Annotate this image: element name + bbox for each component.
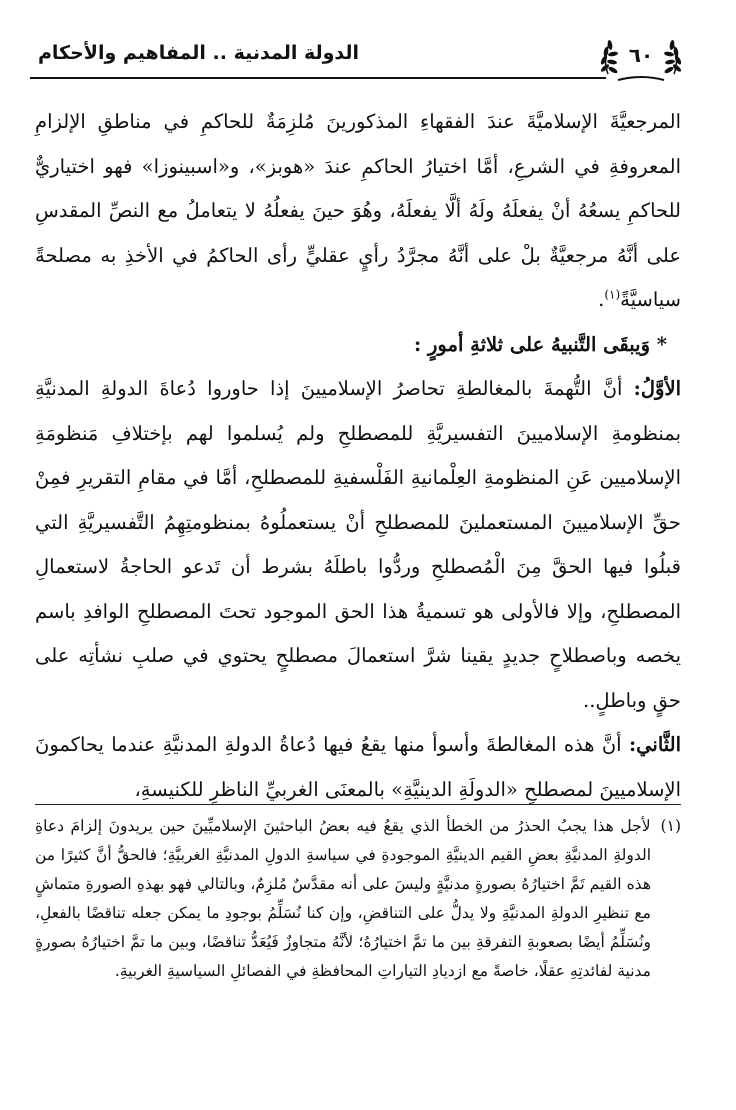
- point-second-lead: الثَّاني:: [628, 733, 682, 756]
- footnote-marker: (١): [660, 817, 681, 835]
- footnote-text: لأجل هذا يجبُ الحذرُ من الخطأ الذي يقعُ فيه بعضُ الباحثينَ الإسلاميِّينَ حين يريدونَ إلزامَ دعاةِ الدولةِ المدنيَّةِ بعضِ القيم الدينيَّةِ الموجودةِ في سياسةِ الدولِ المدنيَّةِ الغربيَّةِ؛ فالحقُّ أنَّ كثيرًا من هذه القيم تَمَّ اختيارُهُ بصورةٍ مدنيَّةٍ وليسَ على أنه مقدَّسٌ مُلزِمٌ، وبالتالي فهو بهذهِ الصورةِ متماشٍ مع تنظيرِ الدولةِ المدنيَّةِ ولا يدلُّ على التناقضِ، وإن كنا نُسَلِّمُ بوجودِ ما يمكن جعله تناقضًا بالفعلِ، ونُسَلِّمُ أيضًا بصعوبةِ التفرقةِ بين ما تمَّ اختيارُهُ؛ لأنَّهُ متجاوزٌ فَيُعَدُّ تناقضًا، وبين ما تمَّ اختيارُهُ بصورةٍ مدنية لفائدتِهِ عقلًا، خاصةً مع ازديادِ التياراتِ المحافظةِ في الفصائلِ السياسيةِ الغربيةِ.: [35, 817, 651, 980]
- point-first-text: أنَّ التُّهمةَ بالمغالطةِ تحاصرُ الإسلاميينَ إذا حاوروا دُعاةَ الدولةِ المدنيَّةِ بمنظومةِ الإسلاميينَ التفسيريَّةِ للمصطلحِ ولم يُسلموا لهم بإختلافِ مَنظومَةِ الإسلاميين عَنِ المنظومةِ العِلْمانيةِ الفَلْسفيةِ للمصطلحِ، أمَّا في مقامِ التقريرِ فمِنْ حقِّ الإسلاميينَ المستعملينَ للمصطلحِ أنْ يستعملُوهُ بمنظومتِهِمُ التَّفسيريَّةِ التي قبلُوا فيها الحقَّ مِنَ الْمُصطلحِ وردُّوا باطلَهُ بشرط أن تَدعو الحاجةُ لاستعمالِ المصطلحِ، وإلا فالأولى هو تسميةُ هذا الحق الموجود تحتَ المصطلحِ الوافدِ باسم يخصه وباصطلاحٍ جديدٍ يقينا شرَّ استعمالَ مصطلحٍ يحتوي في صلبِ نشأتِه على حقٍ وباطلٍ..: [35, 377, 681, 712]
- page-number-badge: [596, 30, 686, 86]
- paragraph-1: [35, 100, 681, 323]
- running-title: الدولة المدنية .. المفاهيم والأحكام: [38, 42, 360, 64]
- footnote: [35, 812, 681, 986]
- point-second-text: أنَّ هذه المغالطةَ وأسوأ منها يقعُ فيها دُعاةُ الدولةِ المدنيَّةِ عندما يحاكمونَ الإسلاميينَ لمصطلحِ «الدولَةِ الدينيَّةِ» بالمعنَى الغربيِّ الناظرِ للكنيسةِ،: [35, 733, 681, 801]
- point-second: [35, 723, 681, 812]
- section-bullet: * وَيبقَى التَّنبيهُ على ثلاثةِ أمورٍ :: [414, 332, 667, 356]
- point-first: [35, 367, 681, 723]
- paragraph-1-text: المرجعيَّةَ الإسلاميَّةَ عندَ الفقهاءِ المذكورينَ مُلزِمَةٌ للحاكمِ في مناطقِ الإلزامِ المعروفةِ في الشرعِ، أمَّا اختيارُ الحاكمِ عندَ «هوبز»، و«اسبينوزا» فهو اختياريٌّ للحاكمِ يسعُهُ أنْ يفعلَهُ ولَهُ ألَّا يفعلَهُ، وهُوَ حينَ يفعلُهُ لا يتعاملُ مع النصِّ المقدسِ على أنَّهُ مرجعيَّةٌ بلْ على أنَّهُ مجرَّدُ رأيٍ عقليٍّ رأى الحاكمُ في الأخذِ به مصلحةً سياسيَّةً: [35, 110, 681, 311]
- point-first-lead: الأوَّلُ:: [633, 377, 681, 400]
- paragraph-1-end: .: [598, 288, 605, 311]
- footnote-reference: (١): [604, 287, 621, 302]
- footnote-rule: [35, 804, 681, 805]
- page-header: [30, 30, 686, 86]
- header-rule: [30, 77, 606, 79]
- page-number: ٦٠: [628, 43, 654, 67]
- main-text: [35, 100, 681, 812]
